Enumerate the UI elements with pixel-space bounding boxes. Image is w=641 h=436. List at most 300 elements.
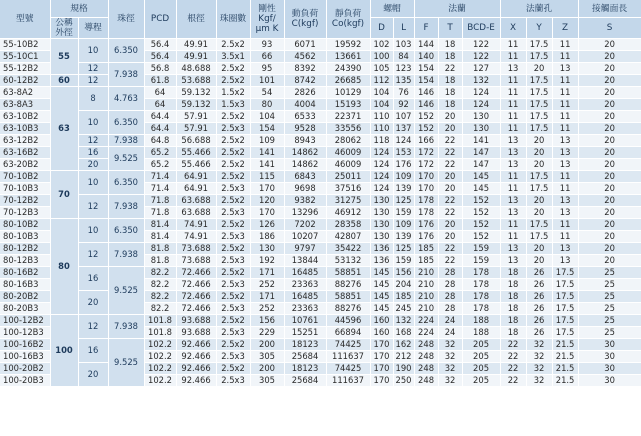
rigidity-cell: 229 — [250, 327, 284, 339]
flange-F-cell: 166 — [414, 135, 438, 147]
model-cell: 55-10C1 — [0, 51, 50, 63]
nut-D-cell: 130 — [370, 231, 393, 243]
lead-cell: 16 — [78, 147, 108, 159]
nut-D-cell: 170 — [370, 363, 393, 375]
header-pcd: PCD — [144, 0, 176, 39]
root-dia-cell: 59.132 — [176, 87, 216, 99]
root-dia-cell: 55.466 — [176, 147, 216, 159]
dynamic-load-cell: 8943 — [284, 135, 326, 147]
hole-Z-cell: 21.5 — [552, 351, 578, 363]
rigidity-cell: 171 — [250, 267, 284, 279]
rigidity-cell: 126 — [250, 219, 284, 231]
model-cell: 80-16B3 — [0, 279, 50, 291]
pcd-cell: 56.8 — [144, 63, 176, 75]
rigidity-cell: 171 — [250, 291, 284, 303]
circuits-cell: 2.5x2 — [216, 111, 250, 123]
rigidity-cell: 170 — [250, 183, 284, 195]
flange-T-cell: 20 — [438, 231, 462, 243]
nut-D-cell: 145 — [370, 303, 393, 315]
flange-BCD-cell: 130 — [462, 123, 500, 135]
table-row — [0, 111, 641, 123]
contact-S-cell: 20 — [578, 195, 641, 207]
flange-F-cell: 170 — [414, 183, 438, 195]
static-load-cell: 53132 — [326, 255, 370, 267]
nut-D-cell: 136 — [370, 243, 393, 255]
flange-F-cell: 176 — [414, 231, 438, 243]
contact-S-cell: 25 — [578, 327, 641, 339]
flange-T-cell: 22 — [438, 135, 462, 147]
flange-F-cell: 248 — [414, 375, 438, 387]
model-cell: 70-12B2 — [0, 195, 50, 207]
static-load-cell: 25011 — [326, 171, 370, 183]
dynamic-load-cell: 14862 — [284, 147, 326, 159]
rigidity-cell: 141 — [250, 159, 284, 171]
hole-X-cell: 11 — [500, 87, 526, 99]
model-cell: 80-10B3 — [0, 231, 50, 243]
contact-S-cell: 25 — [578, 303, 641, 315]
header-static-load: 靜負荷Co(kgf) — [326, 0, 370, 39]
circuits-cell: 1.5x2 — [216, 87, 250, 99]
hole-X-cell: 11 — [500, 111, 526, 123]
rigidity-cell: 192 — [250, 255, 284, 267]
nut-L-cell: 159 — [393, 255, 414, 267]
model-cell: 55-12B2 — [0, 63, 50, 75]
hole-Y-cell: 20 — [526, 63, 552, 75]
rigidity-cell: 305 — [250, 375, 284, 387]
hole-Z-cell: 17.5 — [552, 315, 578, 327]
nut-L-cell: 103 — [393, 39, 414, 51]
model-cell: 80-16B2 — [0, 267, 50, 279]
flange-BCD-cell: 188 — [462, 315, 500, 327]
header-circuits: 珠圈數 — [216, 0, 250, 39]
circuits-cell: 2.5x2 — [216, 195, 250, 207]
hole-X-cell: 13 — [500, 135, 526, 147]
model-cell: 80-10B2 — [0, 219, 50, 231]
hole-Y-cell: 20 — [526, 159, 552, 171]
contact-S-cell: 30 — [578, 375, 641, 387]
hole-Y-cell: 32 — [526, 351, 552, 363]
nut-L-cell: 76 — [393, 87, 414, 99]
flange-BCD-cell: 130 — [462, 111, 500, 123]
lead-cell: 20 — [78, 159, 108, 171]
rigidity-cell: 120 — [250, 195, 284, 207]
header-root-dia: 根徑 — [176, 0, 216, 39]
static-load-cell: 58851 — [326, 267, 370, 279]
hole-Y-cell: 17.5 — [526, 39, 552, 51]
pcd-cell: 102.2 — [144, 339, 176, 351]
dynamic-load-cell: 16485 — [284, 291, 326, 303]
root-dia-cell: 49.91 — [176, 39, 216, 51]
flange-F-cell: 154 — [414, 63, 438, 75]
root-dia-cell: 92.466 — [176, 351, 216, 363]
hole-Z-cell: 13 — [552, 207, 578, 219]
header-dynamic-load: 動負荷C(kgf) — [284, 0, 326, 39]
hole-X-cell: 18 — [500, 303, 526, 315]
hole-X-cell: 13 — [500, 243, 526, 255]
flange-F-cell: 210 — [414, 291, 438, 303]
circuits-cell: 3.5x1 — [216, 51, 250, 63]
model-cell: 63-10B2 — [0, 111, 50, 123]
rigidity-cell: 200 — [250, 339, 284, 351]
static-load-cell: 37516 — [326, 183, 370, 195]
circuits-cell: 2.5x2 — [216, 75, 250, 87]
nut-D-cell: 160 — [370, 327, 393, 339]
hole-X-cell: 13 — [500, 195, 526, 207]
hole-Y-cell: 20 — [526, 147, 552, 159]
lead-cell: 20 — [78, 291, 108, 315]
dynamic-load-cell: 9797 — [284, 243, 326, 255]
flange-BCD-cell: 152 — [462, 195, 500, 207]
rigidity-cell: 95 — [250, 63, 284, 75]
ball-dia-cell: 9.525 — [108, 339, 144, 387]
flange-BCD-cell: 205 — [462, 363, 500, 375]
flange-T-cell: 18 — [438, 39, 462, 51]
hole-X-cell: 11 — [500, 39, 526, 51]
flange-BCD-cell: 127 — [462, 63, 500, 75]
contact-S-cell: 20 — [578, 219, 641, 231]
model-cell: 63-16B2 — [0, 147, 50, 159]
root-dia-cell: 73.688 — [176, 243, 216, 255]
static-load-cell: 88276 — [326, 303, 370, 315]
circuits-cell: 2.5x3 — [216, 255, 250, 267]
hole-X-cell: 22 — [500, 375, 526, 387]
rigidity-cell: 305 — [250, 351, 284, 363]
flange-T-cell: 22 — [438, 147, 462, 159]
table-row — [0, 87, 641, 99]
model-cell: 80-20B2 — [0, 291, 50, 303]
table-row — [0, 171, 641, 183]
hole-Z-cell: 13 — [552, 147, 578, 159]
model-cell: 100-12B2 — [0, 315, 50, 327]
rigidity-cell: 66 — [250, 51, 284, 63]
flange-BCD-cell: 132 — [462, 75, 500, 87]
circuits-cell: 2.5x3 — [216, 375, 250, 387]
ball-dia-cell: 9.525 — [108, 267, 144, 315]
header-spec: 規格 — [50, 0, 108, 18]
hole-Z-cell: 17.5 — [552, 303, 578, 315]
contact-S-cell: 30 — [578, 339, 641, 351]
nominal-od-cell: 55 — [50, 39, 78, 75]
nut-L-cell: 168 — [393, 327, 414, 339]
hole-X-cell: 11 — [500, 231, 526, 243]
root-dia-cell: 64.91 — [176, 183, 216, 195]
hole-Z-cell: 11 — [552, 87, 578, 99]
root-dia-cell: 93.688 — [176, 327, 216, 339]
pcd-cell: 82.2 — [144, 303, 176, 315]
flange-BCD-cell: 178 — [462, 267, 500, 279]
hole-Z-cell: 13 — [552, 195, 578, 207]
flange-BCD-cell: 205 — [462, 339, 500, 351]
flange-BCD-cell: 122 — [462, 39, 500, 51]
root-dia-cell: 92.466 — [176, 363, 216, 375]
hole-X-cell: 18 — [500, 279, 526, 291]
circuits-cell: 2.5x3 — [216, 183, 250, 195]
table-row — [0, 135, 641, 147]
ball-dia-cell: 7.938 — [108, 195, 144, 219]
dynamic-load-cell: 23363 — [284, 279, 326, 291]
flange-T-cell: 22 — [438, 207, 462, 219]
ball-dia-cell: 7.938 — [108, 135, 144, 147]
nut-D-cell: 136 — [370, 255, 393, 267]
model-cell: 100-16B2 — [0, 339, 50, 351]
ball-dia-cell: 6.350 — [108, 111, 144, 135]
table-row — [0, 219, 641, 231]
pcd-cell: 71.4 — [144, 171, 176, 183]
contact-S-cell: 20 — [578, 171, 641, 183]
flange-F-cell: 170 — [414, 171, 438, 183]
pcd-cell: 64.4 — [144, 123, 176, 135]
nut-L-cell: 156 — [393, 267, 414, 279]
contact-S-cell: 20 — [578, 99, 641, 111]
nut-L-cell: 125 — [393, 195, 414, 207]
nut-L-cell: 212 — [393, 351, 414, 363]
dynamic-load-cell: 4562 — [284, 51, 326, 63]
table-row — [0, 39, 641, 51]
flange-T-cell: 32 — [438, 363, 462, 375]
root-dia-cell: 74.91 — [176, 231, 216, 243]
contact-S-cell: 20 — [578, 159, 641, 171]
circuits-cell: 2.5x2 — [216, 219, 250, 231]
nut-D-cell: 124 — [370, 147, 393, 159]
rigidity-cell: 130 — [250, 243, 284, 255]
header-ball-dia: 珠徑 — [108, 0, 144, 39]
flange-T-cell: 18 — [438, 51, 462, 63]
flange-BCD-cell: 147 — [462, 159, 500, 171]
dynamic-load-cell: 18123 — [284, 339, 326, 351]
flange-T-cell: 28 — [438, 303, 462, 315]
pcd-cell: 64.4 — [144, 111, 176, 123]
circuits-cell: 2.5x2 — [216, 147, 250, 159]
flange-F-cell: 146 — [414, 87, 438, 99]
nut-L-cell: 185 — [393, 291, 414, 303]
nut-L-cell: 139 — [393, 231, 414, 243]
root-dia-cell: 49.91 — [176, 51, 216, 63]
lead-cell: 12 — [78, 243, 108, 267]
flange-T-cell: 24 — [438, 327, 462, 339]
flange-F-cell: 152 — [414, 111, 438, 123]
header-contact-length: 接觸面長 — [578, 0, 641, 18]
flange-F-cell: 185 — [414, 255, 438, 267]
pcd-cell: 71.4 — [144, 183, 176, 195]
nut-D-cell: 124 — [370, 171, 393, 183]
nut-D-cell: 105 — [370, 63, 393, 75]
static-load-cell: 42807 — [326, 231, 370, 243]
flange-BCD-cell: 159 — [462, 243, 500, 255]
contact-S-cell: 30 — [578, 351, 641, 363]
hole-Z-cell: 13 — [552, 159, 578, 171]
hole-Z-cell: 13 — [552, 135, 578, 147]
flange-BCD-cell: 178 — [462, 291, 500, 303]
flange-F-cell: 224 — [414, 315, 438, 327]
contact-S-cell: 20 — [578, 183, 641, 195]
header-BCD: BCD-E — [462, 18, 500, 39]
flange-F-cell: 178 — [414, 195, 438, 207]
flange-T-cell: 22 — [438, 159, 462, 171]
flange-T-cell: 28 — [438, 279, 462, 291]
root-dia-cell: 64.91 — [176, 171, 216, 183]
dynamic-load-cell: 8742 — [284, 75, 326, 87]
root-dia-cell: 56.688 — [176, 135, 216, 147]
rigidity-cell: 186 — [250, 231, 284, 243]
flange-BCD-cell: 152 — [462, 207, 500, 219]
hole-Z-cell: 21.5 — [552, 339, 578, 351]
circuits-cell: 2.5x3 — [216, 279, 250, 291]
dynamic-load-cell: 6843 — [284, 171, 326, 183]
flange-BCD-cell: 141 — [462, 135, 500, 147]
nut-D-cell: 110 — [370, 123, 393, 135]
flange-T-cell: 18 — [438, 99, 462, 111]
circuits-cell: 2.5x2 — [216, 171, 250, 183]
dynamic-load-cell: 2826 — [284, 87, 326, 99]
flange-F-cell: 146 — [414, 99, 438, 111]
model-cell: 63-10B3 — [0, 123, 50, 135]
flange-F-cell: 176 — [414, 219, 438, 231]
nut-L-cell: 190 — [393, 363, 414, 375]
hole-Z-cell: 11 — [552, 123, 578, 135]
header-F: F — [414, 18, 438, 39]
circuits-cell: 2.5x2 — [216, 39, 250, 51]
nut-D-cell: 112 — [370, 75, 393, 87]
root-dia-cell: 48.688 — [176, 63, 216, 75]
hole-Z-cell: 13 — [552, 243, 578, 255]
model-cell: 63-20B2 — [0, 159, 50, 171]
flange-T-cell: 22 — [438, 63, 462, 75]
flange-BCD-cell: 205 — [462, 351, 500, 363]
nut-L-cell: 135 — [393, 75, 414, 87]
lead-cell: 12 — [78, 63, 108, 75]
flange-BCD-cell: 178 — [462, 303, 500, 315]
flange-BCD-cell: 205 — [462, 375, 500, 387]
table-row — [0, 339, 641, 351]
contact-S-cell: 20 — [578, 231, 641, 243]
nut-L-cell: 153 — [393, 147, 414, 159]
lead-cell: 16 — [78, 267, 108, 291]
nut-D-cell: 110 — [370, 111, 393, 123]
rigidity-cell: 252 — [250, 303, 284, 315]
circuits-cell: 2.5x2 — [216, 267, 250, 279]
nut-L-cell: 109 — [393, 219, 414, 231]
hole-Y-cell: 17.5 — [526, 87, 552, 99]
dynamic-load-cell: 25684 — [284, 351, 326, 363]
rigidity-cell: 252 — [250, 279, 284, 291]
model-cell: 63-8A2 — [0, 87, 50, 99]
hole-X-cell: 13 — [500, 63, 526, 75]
flange-BCD-cell: 124 — [462, 87, 500, 99]
header-rigidity: 剛性Kgf/μm K — [250, 0, 284, 39]
hole-Z-cell: 17.5 — [552, 267, 578, 279]
flange-T-cell: 20 — [438, 111, 462, 123]
header-nominal-od: 公稱外徑 — [50, 18, 78, 39]
lead-cell: 16 — [78, 339, 108, 363]
hole-Z-cell: 13 — [552, 255, 578, 267]
static-load-cell: 33556 — [326, 123, 370, 135]
flange-BCD-cell: 188 — [462, 327, 500, 339]
root-dia-cell: 72.466 — [176, 279, 216, 291]
nut-L-cell: 123 — [393, 63, 414, 75]
contact-S-cell: 20 — [578, 51, 641, 63]
lead-cell: 10 — [78, 39, 108, 63]
contact-S-cell: 20 — [578, 243, 641, 255]
circuits-cell: 2.5x2 — [216, 315, 250, 327]
flange-F-cell: 210 — [414, 303, 438, 315]
hole-X-cell: 18 — [500, 327, 526, 339]
flange-F-cell: 144 — [414, 39, 438, 51]
static-load-cell: 74425 — [326, 339, 370, 351]
table-row — [0, 63, 641, 75]
hole-Z-cell: 11 — [552, 75, 578, 87]
circuits-cell: 2.5x2 — [216, 243, 250, 255]
nut-L-cell: 132 — [393, 315, 414, 327]
rigidity-cell: 54 — [250, 87, 284, 99]
nut-D-cell: 170 — [370, 375, 393, 387]
nut-D-cell: 170 — [370, 351, 393, 363]
hole-Y-cell: 20 — [526, 207, 552, 219]
pcd-cell: 82.2 — [144, 291, 176, 303]
nominal-od-cell: 63 — [50, 87, 78, 171]
static-load-cell: 31275 — [326, 195, 370, 207]
dynamic-load-cell: 25684 — [284, 375, 326, 387]
flange-F-cell: 172 — [414, 147, 438, 159]
hole-Y-cell: 26 — [526, 279, 552, 291]
static-load-cell: 26685 — [326, 75, 370, 87]
root-dia-cell: 59.132 — [176, 99, 216, 111]
hole-Y-cell: 32 — [526, 339, 552, 351]
hole-Y-cell: 26 — [526, 291, 552, 303]
hole-Z-cell: 21.5 — [552, 375, 578, 387]
root-dia-cell: 53.688 — [176, 75, 216, 87]
hole-X-cell: 22 — [500, 351, 526, 363]
pcd-cell: 64 — [144, 87, 176, 99]
lead-cell: 20 — [78, 363, 108, 387]
contact-S-cell: 30 — [578, 363, 641, 375]
hole-Z-cell: 17.5 — [552, 327, 578, 339]
dynamic-load-cell: 13296 — [284, 207, 326, 219]
static-load-cell: 44596 — [326, 315, 370, 327]
model-cell: 80-12B3 — [0, 255, 50, 267]
dynamic-load-cell: 9698 — [284, 183, 326, 195]
rigidity-cell: 104 — [250, 111, 284, 123]
ball-dia-cell: 4.763 — [108, 87, 144, 111]
root-dia-cell: 57.91 — [176, 111, 216, 123]
header-flange: 法蘭 — [414, 0, 500, 18]
model-cell: 70-12B3 — [0, 207, 50, 219]
circuits-cell: 2.5x2 — [216, 135, 250, 147]
nut-D-cell: 145 — [370, 291, 393, 303]
rigidity-cell: 156 — [250, 315, 284, 327]
hole-X-cell: 13 — [500, 159, 526, 171]
static-load-cell: 10129 — [326, 87, 370, 99]
hole-Y-cell: 17.5 — [526, 111, 552, 123]
dynamic-load-cell: 13844 — [284, 255, 326, 267]
hole-Y-cell: 17.5 — [526, 51, 552, 63]
contact-S-cell: 20 — [578, 87, 641, 99]
nut-D-cell: 104 — [370, 99, 393, 111]
flange-T-cell: 18 — [438, 87, 462, 99]
nut-L-cell: 250 — [393, 375, 414, 387]
hole-X-cell: 18 — [500, 291, 526, 303]
static-load-cell: 58851 — [326, 291, 370, 303]
table-row — [0, 363, 641, 375]
static-load-cell: 74425 — [326, 363, 370, 375]
hole-X-cell: 11 — [500, 219, 526, 231]
circuits-cell: 2.5x3 — [216, 231, 250, 243]
root-dia-cell: 72.466 — [176, 291, 216, 303]
flange-T-cell: 22 — [438, 195, 462, 207]
ball-dia-cell: 7.938 — [108, 315, 144, 339]
ball-dia-cell: 6.350 — [108, 171, 144, 195]
root-dia-cell: 72.466 — [176, 303, 216, 315]
hole-Z-cell: 11 — [552, 231, 578, 243]
